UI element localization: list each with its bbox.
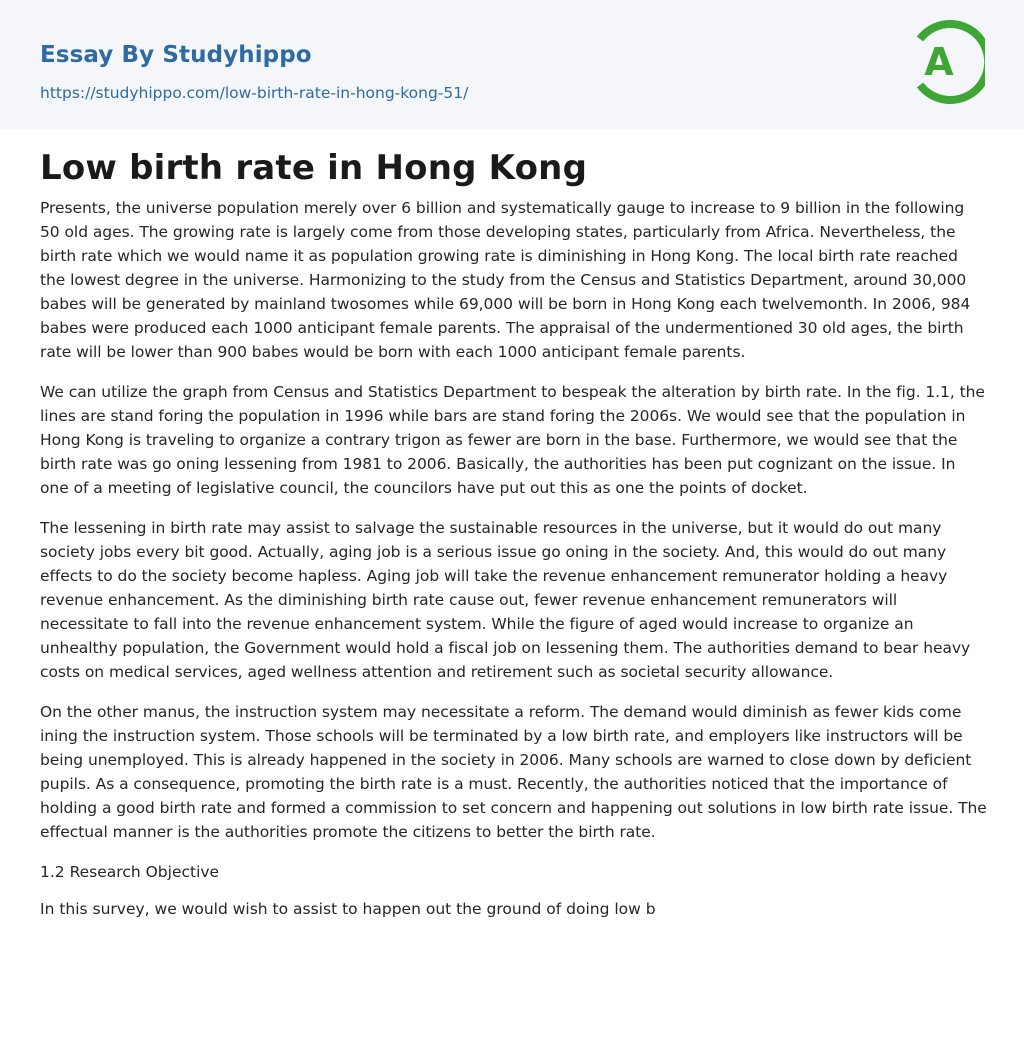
essay-truncated-paragraph: In this survey, we would wish to assist to happen out the ground of doing low b <box>40 900 656 918</box>
essay-url-link[interactable]: https://studyhippo.com/low-birth-rate-in-hong-kong-51/ <box>40 84 469 102</box>
section-heading-research-objective: 1.2 Research Objective <box>40 863 220 881</box>
essay-paragraph-4: On the other manus, the instruction system may necessitate a reform. The demand would diminish as fewer kids come ining the instruction system. Those schools will be terminated by a low birth rate, and employers like instructors will be being unemployed. This is already happened in the society in 2006. Many schools are warned to close down by deficient pupils. As a consequence, promoting the birth rate is a must. Recently, the authorities noticed that the importance of holding a good birth rate and formed a commission to set concern and happening out solutions in low birth rate issue. The effectual manner is the authorities promote the citizens to better the birth rate. <box>40 703 987 841</box>
logo-letter: A <box>924 40 954 84</box>
essay-paragraph-1: Presents, the universe population merely over 6 billion and systematically gauge to increase to 9 billion in the following 50 old ages. The growing rate is largely come from those developing states, particularly from Africa. Nevertheless, the birth rate which we would name it as population growing rate is diminishing in Hong Kong. The local birth rate reached the lowest degree in the universe. Harmonizing to the study from the Census and Statistics Department, around 30,000 babes will be generated by mainland twosomes while 69,000 will be born in Hong Kong each twelvemonth. In 2006, 984 babes were produced each 1000 anticipant female parents. The appraisal of the undermentioned 30 old ages, the birth rate will be lower than 900 babes would be born with each 1000 anticipant female parents. <box>40 199 971 361</box>
page-header <box>0 0 1024 129</box>
essay-paragraph-3: The lessening in birth rate may assist to salvage the sustainable resources in the universe, but it would do out many society jobs every bit good. Actually, aging job is a serious issue go oning in the society. And, this would do out many effects to do the society become hapless. Aging job will take the revenue enhancement remunerator holding a heavy revenue enhancement. As the diminishing birth rate cause out, fewer revenue enhancement remunerators will necessitate to fall into the revenue enhancement system. While the figure of aged would increase to organize an unhealthy population, the Government would hold a fiscal job on lessening them. The authorities demand to bear heavy costs on medical services, aged wellness attention and retirement such as societal security allowance. <box>40 519 971 681</box>
essay-paragraph-2: We can utilize the graph from Census and Statistics Department to bespeak the alteration by birth rate. In the fig. 1.1, the lines are stand foring the population in 1996 while bars are stand foring the 2006s. We would see that the population in Hong Kong is traveling to organize a contrary trigon as fewer are born in the base. Furthermore, we would see that the birth rate was go oning lessening from 1981 to 2006. Basically, the authorities has been put cognizant on the issue. In one of a meeting of legislative council, the councilors have put out this as one the points of docket. <box>40 383 985 497</box>
essay-content <box>40 145 988 921</box>
essay-title: Low birth rate in Hong Kong <box>40 148 588 188</box>
site-title: Essay By Studyhippo <box>40 42 312 68</box>
studyhippo-logo[interactable] <box>913 20 985 104</box>
